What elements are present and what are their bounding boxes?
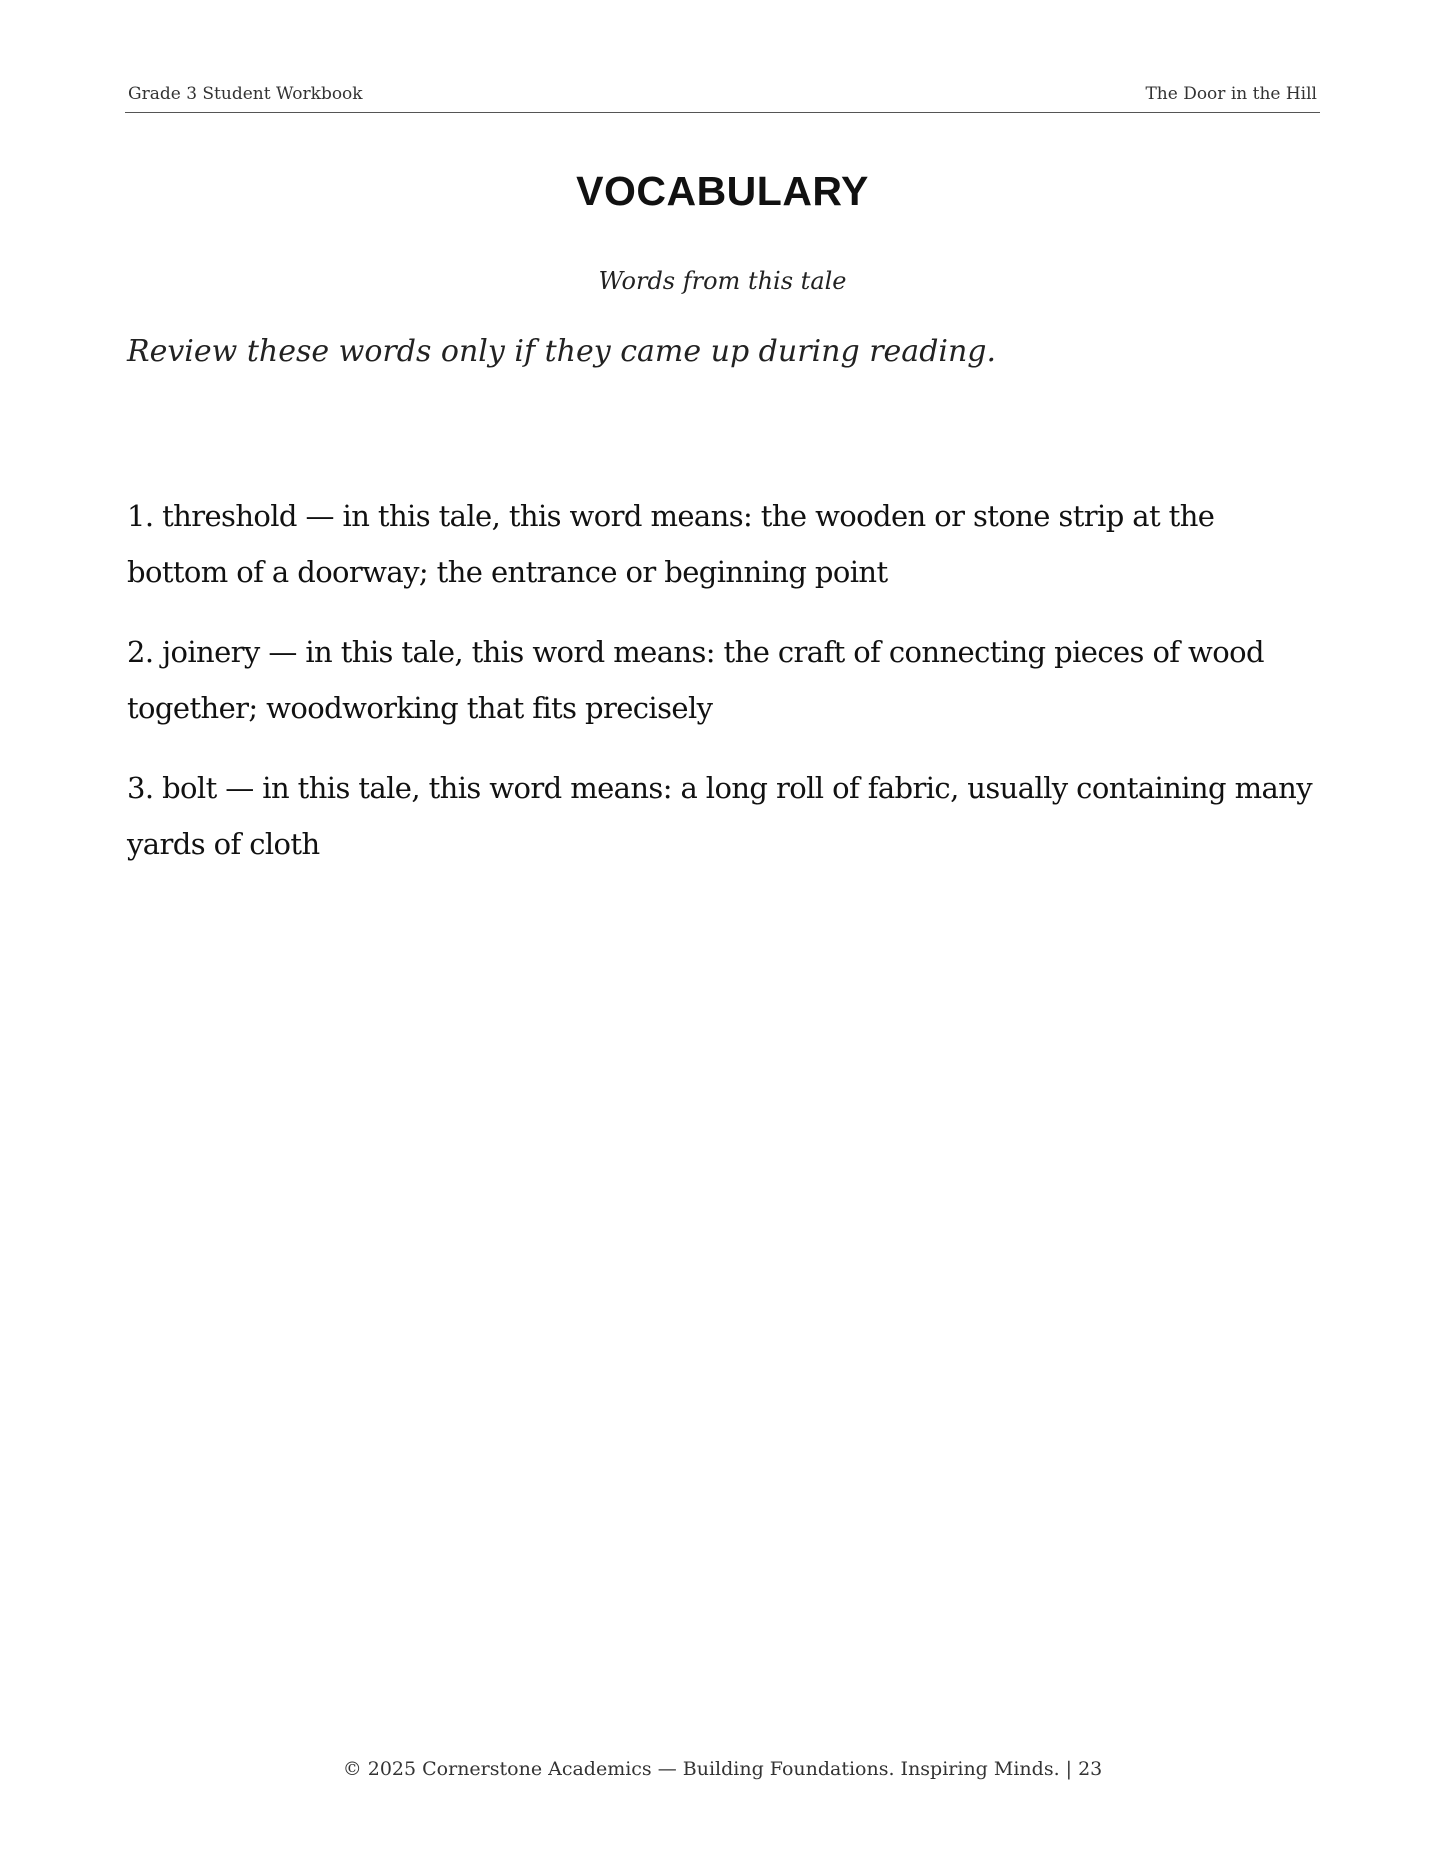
page-subtitle: Words from this tale — [598, 267, 847, 295]
vocabulary-list — [127, 488, 1317, 896]
vocabulary-item-threshold: 1. threshold — in this tale, this word means: the wooden or stone strip at the bottom of a doorway; the entrance or beginning point — [127, 499, 1215, 589]
page-title: VOCABULARY — [576, 168, 869, 214]
page-header — [125, 80, 1320, 113]
header-workbook-name: Grade 3 Student Workbook — [128, 84, 363, 104]
vocabulary-item-joinery: 2. joinery — in this tale, this word means: the craft of connecting pieces of wood together; woodworking that fits precisely — [127, 635, 1264, 725]
header-story-title: The Door in the Hill — [1145, 84, 1317, 104]
page-footer: © 2025 Cornerstone Academics — Building Foundations. Inspiring Minds. | 23 — [342, 1758, 1103, 1780]
instruction-text: Review these words only if they came up during reading. — [127, 334, 997, 369]
vocabulary-item-bolt: 3. bolt — in this tale, this word means: a long roll of fabric, usually containing many yards of cloth — [127, 771, 1313, 861]
